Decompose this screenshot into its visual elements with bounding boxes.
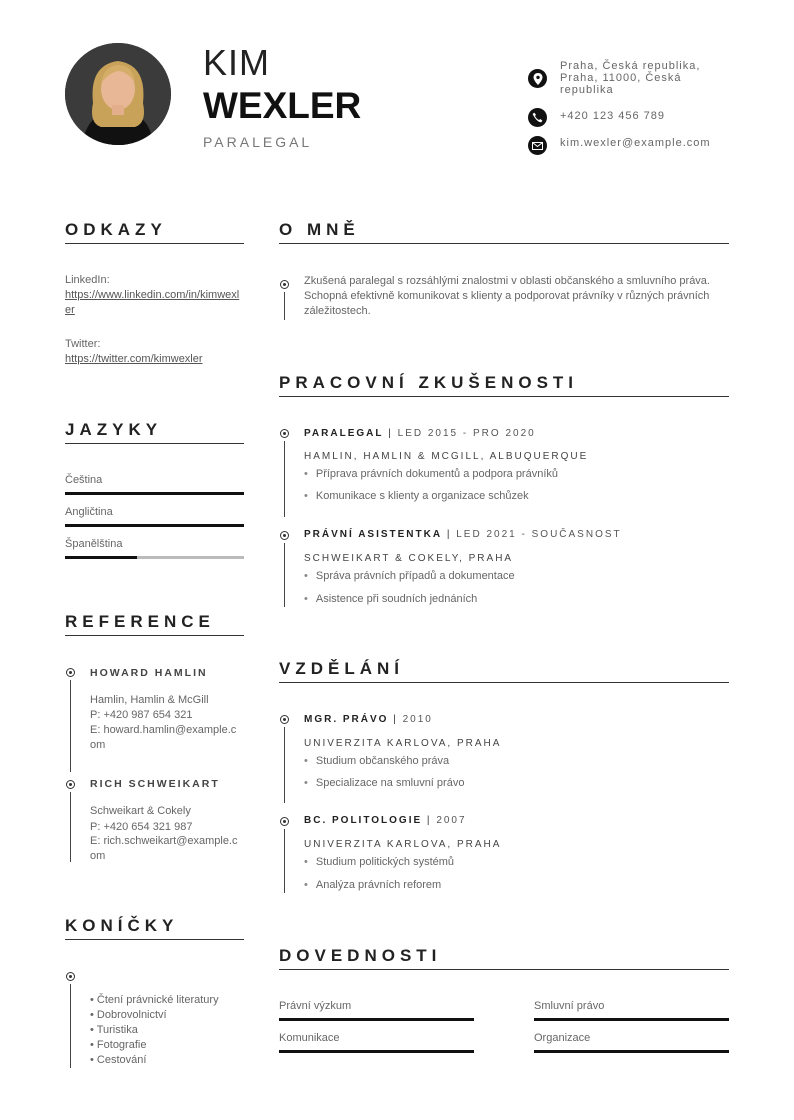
experience-divider (279, 396, 729, 397)
job-role: PRÁVNÍ ASISTENTKA (304, 529, 443, 540)
timeline-dot-icon (66, 668, 75, 677)
skills-heading: DOVEDNOSTI (279, 946, 442, 965)
timeline-line (70, 984, 71, 1068)
timeline-line (284, 829, 285, 893)
hobbies-divider (65, 939, 244, 940)
language-level-track (65, 492, 244, 495)
hobby-item: • Turistika (90, 1024, 138, 1036)
education-title: MGR. PRÁVO | 2010 (304, 714, 433, 725)
timeline-dot-icon (280, 531, 289, 540)
timeline-dot-icon (280, 715, 289, 724)
education-bullet: • Studium občanského práva (304, 754, 449, 768)
education-year: 2007 (436, 815, 467, 826)
skill-level-track (534, 1018, 729, 1021)
language-name: Angličtina (65, 506, 113, 518)
hobby-label: Fotografie (96, 1039, 147, 1051)
language-level-fill (65, 556, 137, 559)
job-period: LED 2021 - SOUČASNOST (456, 529, 622, 540)
linkedin-label: LinkedIn: (65, 274, 110, 286)
phone-icon (528, 108, 547, 127)
education-bullet: • Specializace na smluvní právo (304, 776, 464, 790)
experience-title: PRÁVNÍ ASISTENTKA | LED 2021 - SOUČASNOST (304, 529, 622, 540)
skill-name: Právní výzkum (279, 1000, 352, 1012)
timeline-dot-icon (280, 817, 289, 826)
education-year: 2010 (402, 714, 433, 725)
timeline-line (70, 792, 71, 862)
skill-level-fill (534, 1050, 729, 1053)
language-name: Španělština (65, 538, 123, 550)
timeline-dot-icon (66, 780, 75, 789)
last-name: WEXLER (203, 85, 362, 126)
linkedin-link[interactable]: https://www.linkedin.com/in/kimwexler (65, 289, 240, 316)
experience-org: SCHWEIKART & COKELY, PRAHA (304, 553, 514, 564)
education-bullet: • Studium politických systémů (304, 855, 454, 869)
skill-level-fill (279, 1050, 474, 1053)
degree: BC. POLITOLOGIE (304, 815, 423, 826)
reference-company: Hamlin, Hamlin & McGill (90, 694, 209, 706)
twitter-label: Twitter: (65, 338, 101, 350)
education-divider (279, 682, 729, 683)
skill-level-track (279, 1050, 474, 1053)
experience-heading: PRACOVNÍ ZKUŠENOSTI (279, 373, 579, 392)
timeline-line (284, 727, 285, 803)
twitter-link[interactable]: https://twitter.com/kimwexler (65, 353, 203, 365)
hobby-label: Čtení právnické literatury (96, 994, 219, 1006)
email-icon (528, 136, 547, 155)
about-divider (279, 243, 729, 244)
skill-level-fill (534, 1018, 729, 1021)
hobby-label: Dobrovolnictví (96, 1009, 167, 1021)
languages-heading: JAZYKY (65, 420, 163, 439)
education-bullet: • Analýza právních reforem (304, 878, 441, 892)
reference-email: E: rich.schweikart@example.com (90, 835, 238, 862)
skill-name: Organizace (534, 1032, 591, 1044)
contact-email: kim.wexler@example.com (560, 137, 711, 149)
experience-bullet: • Komunikace s klienty a organizace schůzek (304, 489, 529, 503)
skill-level-track (279, 1018, 474, 1021)
reference-phone: P: +420 654 321 987 (90, 821, 193, 833)
links-heading: ODKAZY (65, 220, 167, 239)
language-name: Čeština (65, 474, 103, 486)
references-divider (65, 635, 244, 636)
hobby-label: Cestování (96, 1054, 147, 1066)
location-pin-icon (528, 69, 547, 88)
links-divider (65, 243, 244, 244)
contact-address: Praha, Česká republika, Praha, 11000, Česká republika (560, 60, 701, 96)
about-heading: O MNĚ (279, 220, 360, 239)
timeline-dot-icon (66, 972, 75, 981)
timeline-line (284, 441, 285, 517)
about-text: Zkušená paralegal s rozsáhlými znalostmi v oblasti občanského a smluvního práva. Schopná efektivně komunikovat s klienty a podporovat právníky v různých právních záležitostech. (304, 275, 710, 317)
education-org: UNIVERZITA KARLOVA, PRAHA (304, 738, 502, 749)
skill-level-track (534, 1050, 729, 1053)
degree: MGR. PRÁVO (304, 714, 389, 725)
language-level-fill (65, 524, 244, 527)
job-title: PARALEGAL (203, 134, 313, 150)
languages-divider (65, 443, 244, 444)
reference-email: E: howard.hamlin@example.com (90, 724, 237, 751)
education-heading: VZDĚLÁNÍ (279, 659, 404, 678)
job-period: LED 2015 - PRO 2020 (397, 428, 536, 439)
education-title: BC. POLITOLOGIE | 2007 (304, 815, 467, 826)
hobby-item: • Cestování (90, 1054, 147, 1066)
hobby-item: • Čtení právnické literatury (90, 994, 219, 1006)
skill-name: Komunikace (279, 1032, 340, 1044)
profile-photo (65, 43, 171, 145)
reference-phone: P: +420 987 654 321 (90, 709, 193, 721)
timeline-dot-icon (280, 280, 289, 289)
timeline-line (284, 292, 285, 320)
hobby-item: • Dobrovolnictví (90, 1009, 167, 1021)
experience-bullet: • Příprava právních dokumentů a podpora právníků (304, 467, 558, 481)
timeline-dot-icon (280, 429, 289, 438)
skill-level-fill (279, 1018, 474, 1021)
reference-company: Schweikart & Cokely (90, 805, 191, 817)
reference-name: HOWARD HAMLIN (90, 667, 208, 679)
reference-name: RICH SCHWEIKART (90, 778, 220, 790)
language-level-fill (65, 492, 244, 495)
references-heading: REFERENCE (65, 612, 215, 631)
timeline-line (70, 680, 71, 772)
job-role: PARALEGAL (304, 428, 384, 439)
contact-phone: +420 123 456 789 (560, 110, 666, 122)
skill-name: Smluvní právo (534, 1000, 605, 1012)
education-org: UNIVERZITA KARLOVA, PRAHA (304, 839, 502, 850)
hobby-label: Turistika (96, 1024, 138, 1036)
experience-bullet: • Správa právních případů a dokumentace (304, 569, 515, 583)
experience-org: HAMLIN, HAMLIN & MCGILL, ALBUQUERQUE (304, 451, 589, 462)
hobbies-heading: KONÍČKY (65, 916, 179, 935)
timeline-line (284, 543, 285, 607)
language-level-track (65, 524, 244, 527)
first-name: KIM (203, 42, 271, 83)
hobby-item: • Fotografie (90, 1039, 147, 1051)
experience-bullet: • Asistence při soudních jednáních (304, 592, 477, 606)
language-level-track (65, 556, 244, 559)
skills-divider (279, 969, 729, 970)
experience-title: PARALEGAL | LED 2015 - PRO 2020 (304, 428, 536, 439)
